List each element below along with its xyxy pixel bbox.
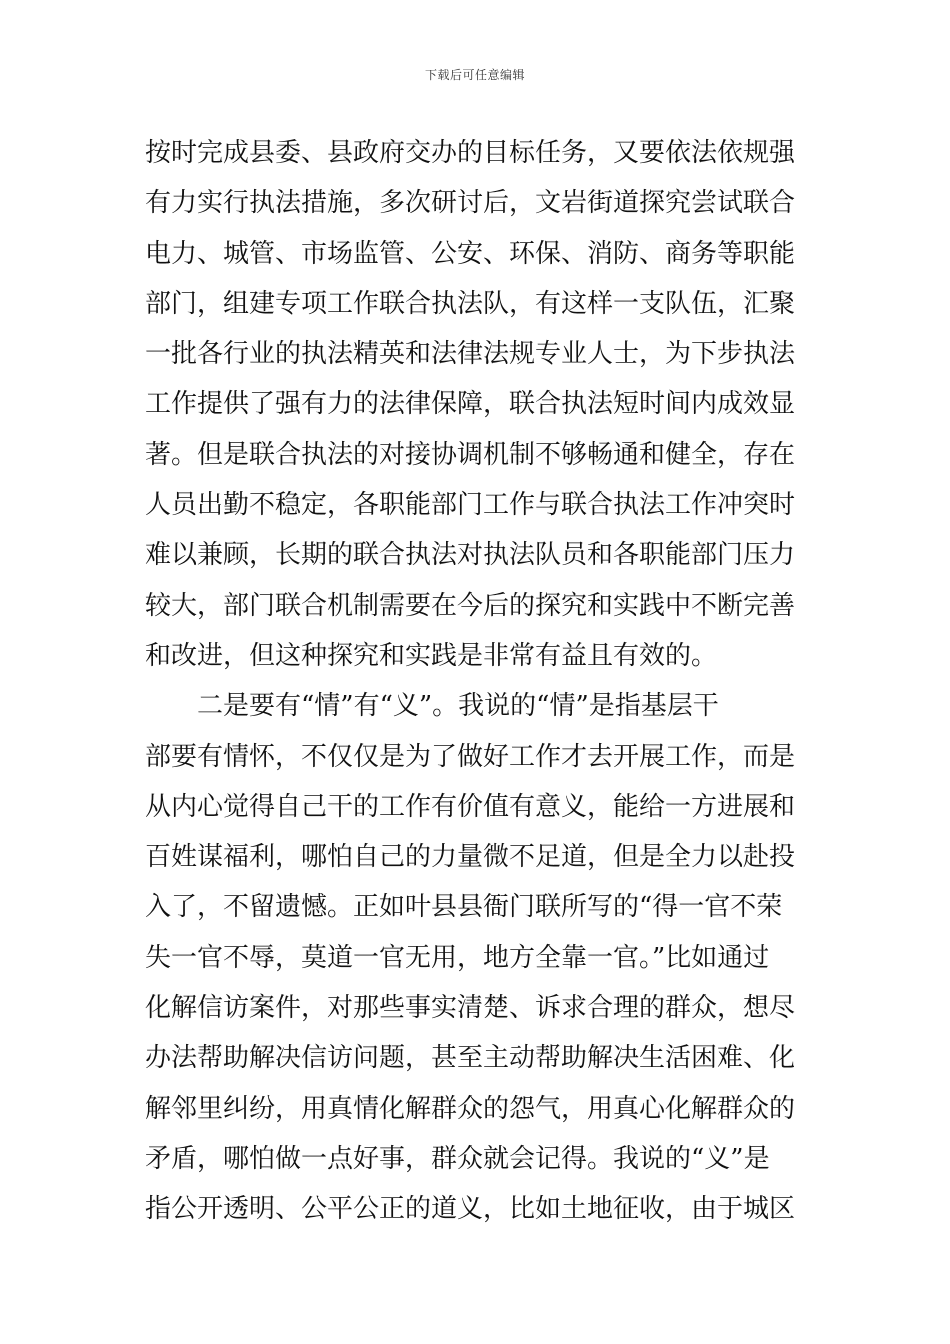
text-line: 按时完成县委、县政府交办的目标任务，又要依法依规强 (145, 138, 796, 168)
text-line: 工作提供了强有力的法律保障，联合执法短时间内成效显 (145, 389, 796, 420)
text-line: 著。但是联合执法的对接协调机制不够畅通和健全，存在 (145, 439, 796, 470)
text-line: 失一官不辱，莫道一官无用，地方全靠一官。”比如通过 (145, 942, 770, 973)
text-line: 电力、城管、市场监管、公安、环保、消防、商务等职能 (145, 238, 796, 269)
text-line: 矛盾，哪怕做一点好事，群众就会记得。我说的“义”是 (145, 1143, 770, 1174)
text-line: 和改进，但这种探究和实践是非常有益且有效的。 (145, 640, 718, 671)
text-line: 部要有情怀，不仅仅是为了做好工作才去开展工作，而是 (145, 741, 796, 772)
paragraph-start-line: 二是要有“情”有“义”。我说的“情”是指基层干 (197, 691, 719, 722)
text-line: 从内心觉得自己干的工作有价值有意义，能给一方进展和 (145, 791, 796, 822)
text-line: 有力实行执法措施，多次研讨后，文岩街道探究尝试联合 (145, 188, 796, 219)
text-line: 人员出勤不稳定，各职能部门工作与联合执法工作冲突时 (145, 490, 796, 521)
text-line: 难以兼顾，长期的联合执法对执法队员和各职能部门压力 (145, 540, 796, 571)
text-line: 入了，不留遗憾。正如叶县县衙门联所写的“得一官不荣 (145, 892, 783, 923)
page-header: 下载后可任意编辑 (424, 68, 525, 82)
text-line: 化解信访案件，对那些事实清楚、诉求合理的群众，想尽 (145, 993, 796, 1024)
text-line: 一批各行业的执法精英和法律法规专业人士，为下步执法 (145, 339, 796, 370)
text-line: 办法帮助解决信访问题，甚至主动帮助解决生活困难、化 (145, 1043, 796, 1074)
text-line: 解邻里纠纷，用真情化解群众的怨气，用真心化解群众的 (145, 1093, 796, 1124)
text-line: 部门，组建专项工作联合执法队，有这样一支队伍，汇聚 (145, 288, 796, 319)
text-line: 较大，部门联合机制需要在今后的探究和实践中不断完善 (145, 590, 796, 621)
text-line: 百姓谋福利，哪怕自己的力量微不足道，但是全力以赴投 (145, 842, 796, 873)
document-body (145, 128, 810, 1235)
text-line: 指公开透明、公平公正的道义，比如土地征收，由于城区 (145, 1194, 796, 1225)
